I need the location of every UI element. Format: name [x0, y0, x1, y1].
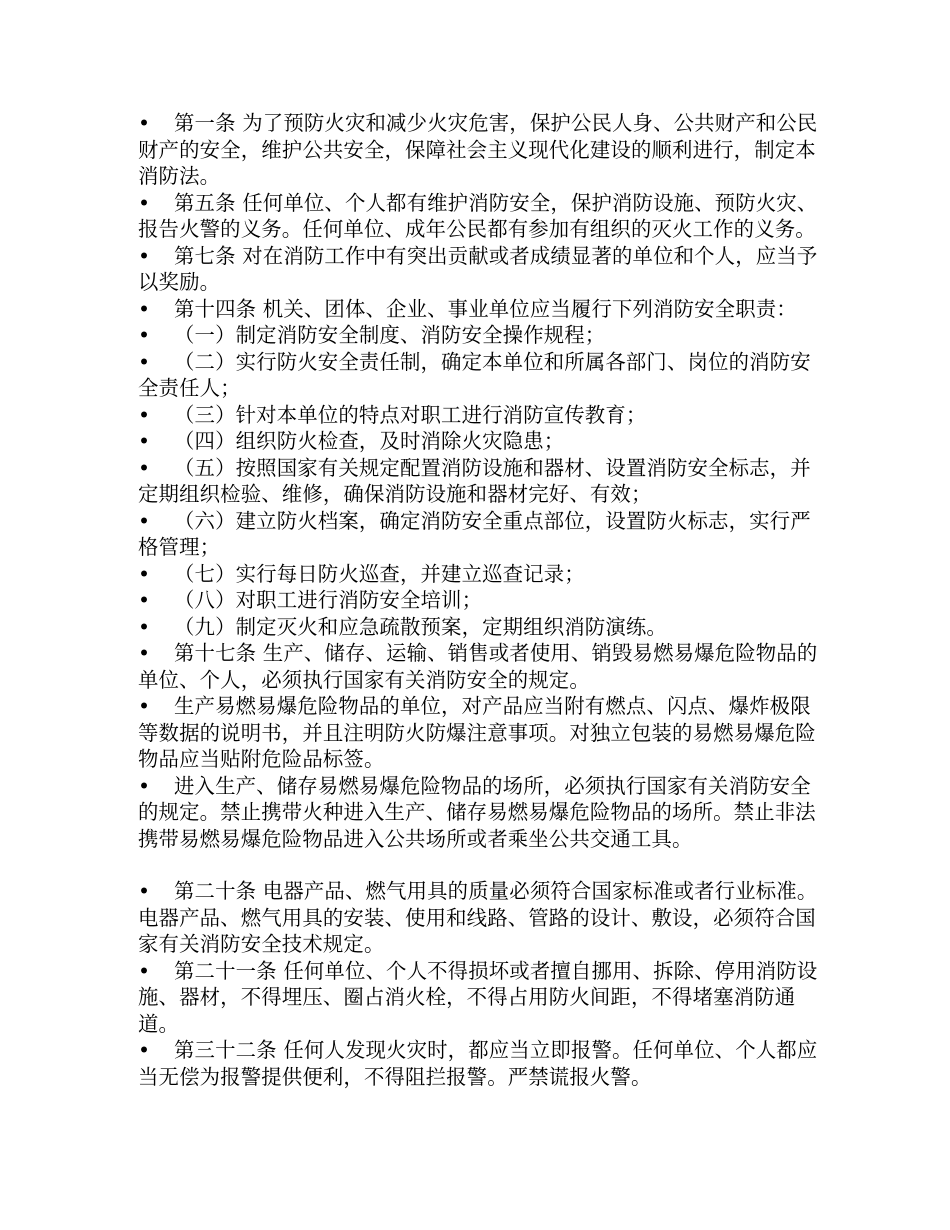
- article-14-item-3: [138, 402, 818, 429]
- article-21-text: 第二十一条 任何单位、个人不得损坏或者擅自挪用、拆除、停用消防设施、器材，不得埋压、圈占消火栓，不得占用防火间距，不得堵塞消防通道。: [138, 958, 818, 1036]
- bullet-marker: •: [138, 323, 151, 347]
- bullet-marker: •: [138, 879, 151, 903]
- bullet-marker: •: [138, 561, 151, 586]
- bullet-marker: •: [138, 694, 151, 718]
- article-17: [138, 640, 818, 693]
- bullet-marker: •: [138, 614, 151, 639]
- bullet-marker: •: [138, 455, 151, 480]
- article-21: [138, 958, 818, 1038]
- article-5-text: 第五条 任何单位、个人都有维护消防安全，保护消防设施、预防火灾、报告火警的义务。任何单位、成年公民都有参加有组织的灭火工作的义务。: [138, 190, 818, 241]
- article-7: [138, 243, 818, 296]
- article-14-item-9-text: （九）制定灭火和应急疏散预案，定期组织消防演练。: [174, 614, 667, 639]
- article-17-text: 第十七条 生产、储存、运输、销售或者使用、销毁易燃易爆危险物品的单位、个人，必须执行国家有关消防安全的规定。: [138, 641, 818, 692]
- article-14-item-6-text: （六）建立防火档案，确定消防安全重点部位，设置防火标志，实行严格管理；: [138, 508, 811, 559]
- article-17-para-2: [138, 693, 818, 773]
- article-14-item-5-text: （五）按照国家有关规定配置消防设施和器材、设置消防安全标志，并定期组织检验、维修，确保消防设施和器材完好、有效；: [138, 455, 811, 506]
- article-14-item-2: [138, 349, 818, 402]
- article-14-item-9: [138, 614, 818, 641]
- article-14-item-3-text: （三）针对本单位的特点对职工进行消防宣传教育；: [174, 402, 647, 427]
- article-14-item-8: [138, 587, 818, 614]
- bullet-marker: •: [138, 402, 151, 427]
- bullet-marker: •: [138, 243, 151, 268]
- article-17-para-3: [138, 773, 818, 853]
- article-17-para-3-text: 进入生产、储存易燃易爆危险物品的场所，必须执行国家有关消防安全的规定。禁止携带火种进入生产、储存易燃易爆危险物品的场所。禁止非法携带易燃易爆危险物品进入公共场所或者乘坐公共交通工具。: [138, 773, 816, 851]
- bullet-marker: •: [138, 641, 151, 665]
- bullet-marker: •: [138, 111, 151, 135]
- article-14: [138, 296, 818, 323]
- article-14-item-1: [138, 322, 818, 349]
- article-14-item-1-text: （一）制定消防安全制度、消防安全操作规程；: [174, 323, 606, 347]
- article-14-item-4: [138, 428, 818, 455]
- bullet-marker: •: [138, 958, 151, 983]
- article-14-item-7: [138, 561, 818, 588]
- bullet-marker: •: [138, 508, 151, 533]
- article-32-text: 第三十二条 任何人发现火灾时，都应当立即报警。任何单位、个人都应当无偿为报警提供便利，不得阻拦报警。严禁谎报火警。: [138, 1038, 818, 1089]
- document-body: [138, 110, 818, 1090]
- article-14-text: 第十四条 机关、团体、企业、事业单位应当履行下列消防安全职责：: [174, 296, 797, 321]
- article-14-item-5: [138, 455, 818, 508]
- article-20: [138, 878, 818, 958]
- bullet-marker: •: [138, 1038, 151, 1062]
- article-1: [138, 110, 818, 190]
- article-17-para-2-text: 生产易燃易爆危险物品的单位，对产品应当附有燃点、闪点、爆炸极限等数据的说明书，并且注明防火防爆注意事项。对独立包装的易燃易爆危险物品应当贴附危险品标签。: [138, 694, 816, 771]
- article-14-item-7-text: （七）实行每日防火巡查，并建立巡查记录；: [174, 561, 585, 586]
- bullet-marker: •: [138, 296, 151, 321]
- article-7-text: 第七条 对在消防工作中有突出贡献或者成绩显著的单位和个人，应当予以奖励。: [138, 243, 818, 294]
- paragraph-gap: [138, 852, 818, 878]
- article-5: [138, 190, 818, 243]
- bullet-marker: •: [138, 429, 151, 453]
- bullet-marker: •: [138, 773, 151, 798]
- article-14-item-8-text: （八）对职工进行消防安全培训；: [174, 588, 483, 612]
- article-1-text: 第一条 为了预防火灾和减少火灾危害，保护公民人身、公共财产和公民财产的安全，维护公共安全，保障社会主义现代化建设的顺利进行，制定本消防法。: [138, 111, 818, 188]
- article-32: [138, 1037, 818, 1090]
- article-14-item-2-text: （二）实行防火安全责任制，确定本单位和所属各部门、岗位的消防安全责任人；: [138, 349, 811, 400]
- article-14-item-4-text: （四）组织防火检查，及时消除火灾隐患；: [174, 429, 565, 453]
- article-14-item-6: [138, 508, 818, 561]
- bullet-marker: •: [138, 349, 151, 374]
- bullet-marker: •: [138, 588, 151, 612]
- bullet-marker: •: [138, 190, 151, 215]
- article-20-text: 第二十条 电器产品、燃气用具的质量必须符合国家标准或者行业标准。电器产品、燃气用具的安装、使用和线路、管路的设计、敷设，必须符合国家有关消防安全技术规定。: [138, 879, 818, 956]
